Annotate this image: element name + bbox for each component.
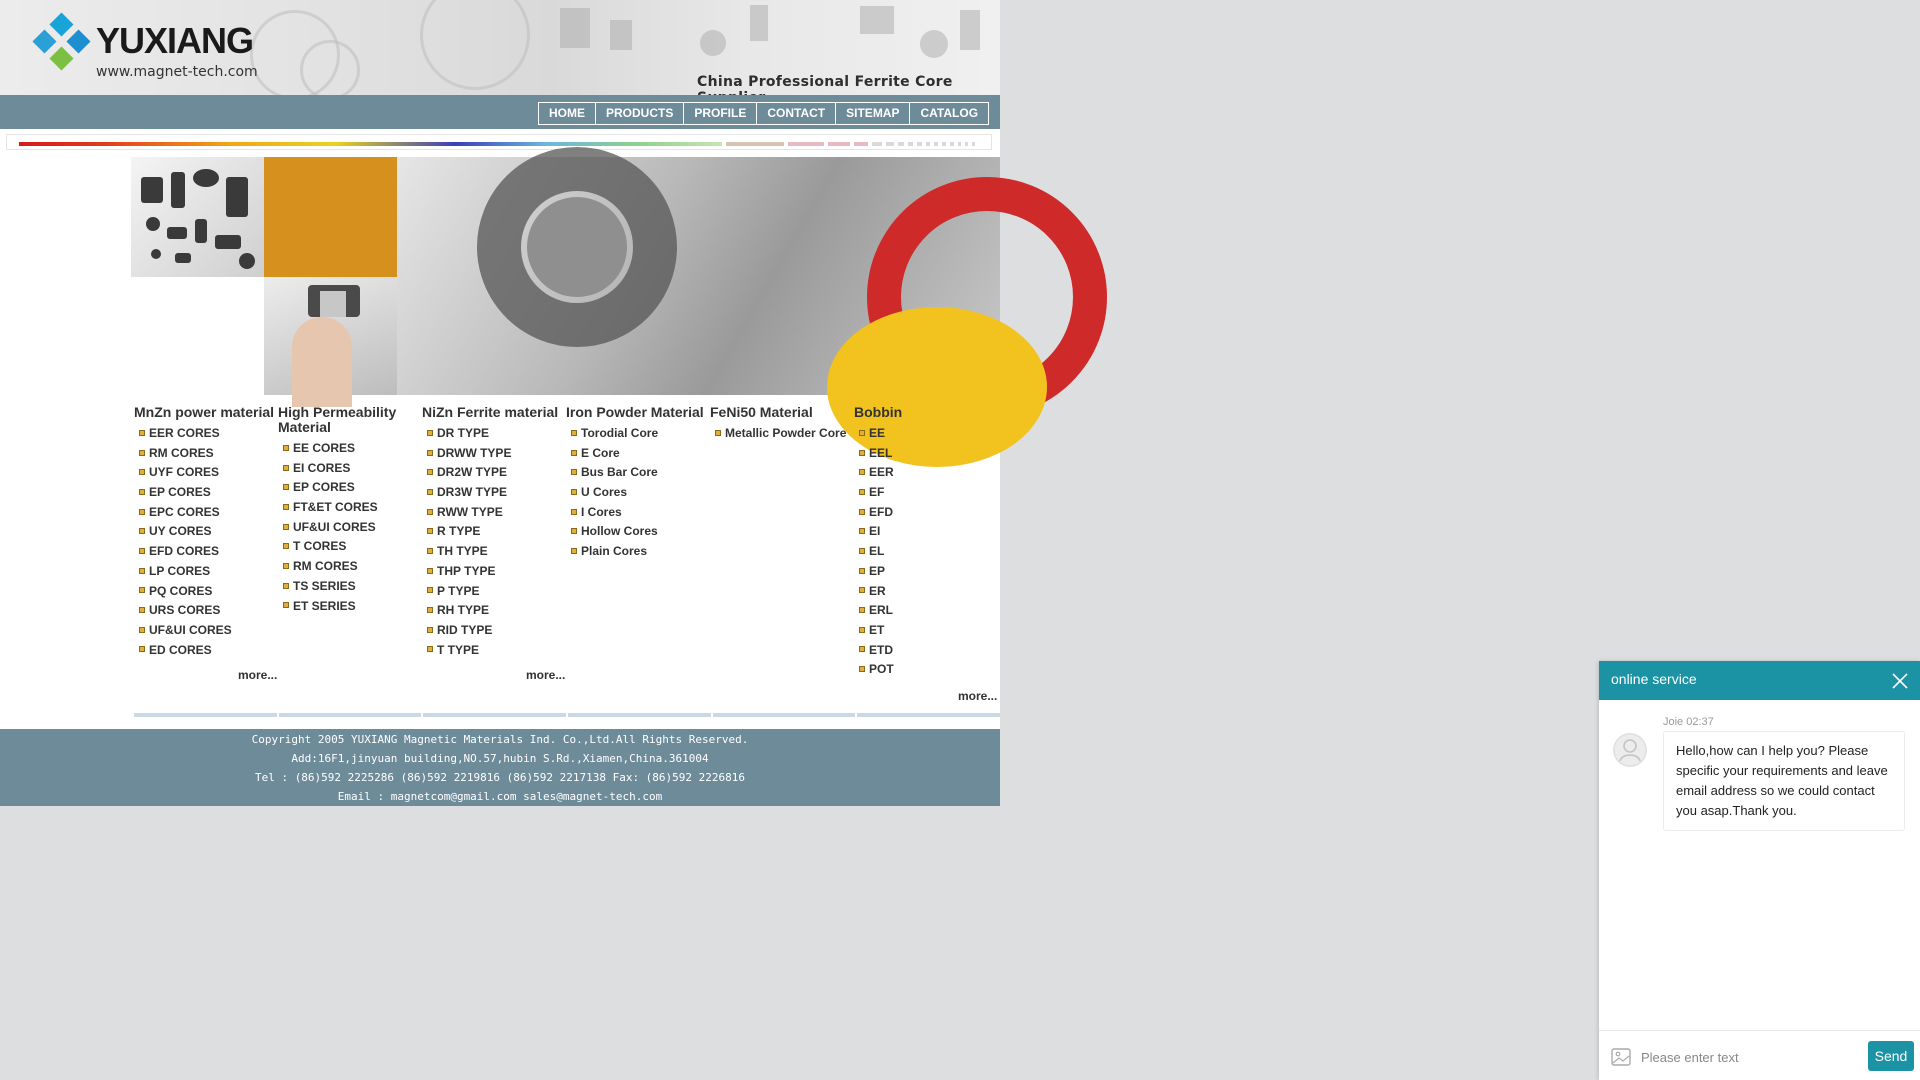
- list-item[interactable]: Torodial Core: [571, 424, 710, 444]
- chat-message: Hello,how can I help you? Please specific your requirements and leave email address so we could contact you asap.Thank you.: [1663, 731, 1905, 831]
- list-item[interactable]: EF: [859, 483, 998, 503]
- bullet-icon: [859, 568, 865, 574]
- category-list: [278, 439, 422, 616]
- header-decoration: [420, 0, 530, 90]
- category-iron-powder: [566, 405, 710, 562]
- bullet-icon: [859, 627, 865, 633]
- section-divider: [134, 713, 1000, 717]
- list-item[interactable]: Hollow Cores: [571, 522, 710, 542]
- category-list: [710, 424, 854, 444]
- bullet-icon: [283, 583, 289, 589]
- bullet-icon: [139, 528, 145, 534]
- bullet-icon: [859, 548, 865, 554]
- list-item[interactable]: EI CORES: [283, 459, 422, 479]
- header-decoration: [750, 5, 768, 41]
- list-item[interactable]: UF&UI CORES: [283, 518, 422, 538]
- decorative-strip: [6, 134, 992, 150]
- nav-profile[interactable]: PROFILE: [683, 103, 756, 124]
- image-upload-icon[interactable]: [1611, 1048, 1631, 1066]
- bullet-icon: [427, 587, 433, 593]
- more-link-nizn[interactable]: more...: [526, 668, 566, 682]
- category-list: [566, 424, 710, 562]
- chat-header: [1599, 661, 1920, 700]
- bullet-icon: [859, 666, 865, 672]
- list-item[interactable]: ETD: [859, 641, 998, 661]
- list-item[interactable]: ER: [859, 582, 998, 602]
- category-list: [422, 424, 566, 660]
- list-item[interactable]: EER CORES: [139, 424, 278, 444]
- list-item[interactable]: I Cores: [571, 503, 710, 523]
- footer-phone: Tel : (86)592 2225286 (86)592 2219816 (86)592 2217138 Fax: (86)592 2226816: [254, 771, 746, 784]
- list-item[interactable]: DR3W TYPE: [427, 483, 566, 503]
- bullet-icon: [427, 528, 433, 534]
- bullet-icon: [715, 430, 721, 436]
- list-item[interactable]: EI: [859, 522, 998, 542]
- list-item[interactable]: RWW TYPE: [427, 503, 566, 523]
- list-item[interactable]: EL: [859, 542, 998, 562]
- header-decoration: [300, 40, 360, 100]
- bullet-icon: [283, 524, 289, 530]
- bullet-icon: [283, 543, 289, 549]
- bullet-icon: [139, 548, 145, 554]
- nav-products[interactable]: PRODUCTS: [595, 103, 683, 124]
- list-item[interactable]: Plain Cores: [571, 542, 710, 562]
- bullet-icon: [139, 568, 145, 574]
- nav-contact[interactable]: CONTACT: [756, 103, 835, 124]
- list-item[interactable]: EE: [859, 424, 998, 444]
- logo-text[interactable]: YUXIANG: [96, 20, 254, 61]
- bullet-icon: [859, 607, 865, 613]
- header-decoration: [960, 10, 980, 50]
- list-item[interactable]: TS SERIES: [283, 577, 422, 597]
- category-nizn: [422, 405, 566, 660]
- bullet-icon: [859, 646, 865, 652]
- list-item[interactable]: LP CORES: [139, 562, 278, 582]
- list-item[interactable]: RH TYPE: [427, 601, 566, 621]
- list-item[interactable]: T TYPE: [427, 641, 566, 661]
- page: [0, 0, 1000, 806]
- bullet-icon: [859, 509, 865, 515]
- bullet-icon: [859, 469, 865, 475]
- bullet-icon: [859, 430, 865, 436]
- bullet-icon: [139, 469, 145, 475]
- list-item[interactable]: DR TYPE: [427, 424, 566, 444]
- list-item[interactable]: ED CORES: [139, 641, 278, 661]
- list-item[interactable]: FT&ET CORES: [283, 498, 422, 518]
- nav-bar: [0, 95, 1000, 129]
- category-title[interactable]: Iron Powder Material: [566, 404, 704, 420]
- close-icon[interactable]: [1890, 671, 1910, 691]
- list-item[interactable]: EER: [859, 463, 998, 483]
- hero-banner: [0, 157, 1000, 395]
- category-list: [854, 424, 998, 680]
- banner-image-cores: [131, 157, 264, 277]
- header-decoration: [560, 8, 590, 48]
- chat-input[interactable]: [1641, 1041, 1861, 1073]
- category-high-permeability: [278, 405, 422, 616]
- list-item[interactable]: EP CORES: [139, 483, 278, 503]
- list-item[interactable]: RM CORES: [283, 557, 422, 577]
- bullet-icon: [427, 489, 433, 495]
- chat-message-meta: Joie 02:37: [1663, 716, 1714, 728]
- chat-widget: [1599, 661, 1920, 1080]
- product-categories: [134, 405, 1000, 705]
- category-feni50: [710, 405, 854, 444]
- header-decoration: [700, 30, 726, 56]
- bullet-icon: [859, 489, 865, 495]
- bullet-icon: [859, 450, 865, 456]
- bullet-icon: [283, 602, 289, 608]
- list-item[interactable]: Bus Bar Core: [571, 463, 710, 483]
- category-title[interactable]: FeNi50 Material: [710, 404, 813, 420]
- bullet-icon: [571, 528, 577, 534]
- list-item[interactable]: UY CORES: [139, 522, 278, 542]
- category-title[interactable]: Bobbin: [854, 404, 903, 420]
- list-item[interactable]: Metallic Powder Core: [715, 424, 854, 444]
- category-bobbin: [854, 405, 998, 680]
- logo-url: www.magnet-tech.com: [96, 64, 258, 80]
- bullet-icon: [427, 568, 433, 574]
- chat-title: online service: [1611, 671, 1697, 687]
- list-item[interactable]: PQ CORES: [139, 582, 278, 602]
- bullet-icon: [139, 587, 145, 593]
- nav-sitemap[interactable]: SITEMAP: [835, 103, 909, 124]
- list-item[interactable]: ET SERIES: [283, 597, 422, 617]
- list-item[interactable]: R TYPE: [427, 522, 566, 542]
- list-item[interactable]: UYF CORES: [139, 463, 278, 483]
- bullet-icon: [571, 430, 577, 436]
- list-item[interactable]: URS CORES: [139, 601, 278, 621]
- bullet-icon: [139, 646, 145, 652]
- bullet-icon: [139, 627, 145, 633]
- banner-image-toroid: [397, 157, 1000, 395]
- banner-orange-panel: [264, 157, 397, 277]
- more-link-mnzn[interactable]: more...: [238, 668, 278, 682]
- bullet-icon: [427, 450, 433, 456]
- send-button[interactable]: Send: [1868, 1041, 1914, 1071]
- tagline: China Professional Ferrite Core: [697, 74, 953, 90]
- list-item[interactable]: THP TYPE: [427, 562, 566, 582]
- bullet-icon: [283, 445, 289, 451]
- header-decoration: [860, 6, 894, 34]
- list-item[interactable]: DR2W TYPE: [427, 463, 566, 483]
- list-item[interactable]: EE CORES: [283, 439, 422, 459]
- footer-copyright: Copyright 2005 YUXIANG Magnetic Materials Ind. Co.,Ltd.All Rights Reserved.: [251, 733, 749, 746]
- avatar-icon: [1613, 733, 1647, 767]
- list-item[interactable]: RID TYPE: [427, 621, 566, 641]
- category-mnzn: [134, 405, 278, 660]
- bullet-icon: [283, 504, 289, 510]
- list-item[interactable]: EP: [859, 562, 998, 582]
- list-item[interactable]: DRWW TYPE: [427, 444, 566, 464]
- list-item[interactable]: ET: [859, 621, 998, 641]
- list-item[interactable]: EEL: [859, 444, 998, 464]
- bullet-icon: [571, 548, 577, 554]
- bullet-icon: [571, 450, 577, 456]
- bullet-icon: [427, 430, 433, 436]
- more-link-bobbin[interactable]: more...: [958, 689, 998, 703]
- rainbow-bar: [19, 142, 722, 146]
- list-item[interactable]: EP CORES: [283, 478, 422, 498]
- list-item[interactable]: POT: [859, 660, 998, 680]
- site-footer: [0, 729, 1000, 806]
- footer-email[interactable]: Email : magnetcom@gmail.com sales@magnet-tech.com: [337, 790, 663, 803]
- category-title[interactable]: NiZn Ferrite material: [422, 404, 559, 420]
- list-item[interactable]: EPC CORES: [139, 503, 278, 523]
- list-item[interactable]: UF&UI CORES: [139, 621, 278, 641]
- category-title[interactable]: MnZn power material: [134, 404, 275, 420]
- bullet-icon: [139, 430, 145, 436]
- list-item[interactable]: RM CORES: [139, 444, 278, 464]
- bullet-icon: [139, 509, 145, 515]
- banner-image-fingers: [264, 277, 397, 395]
- list-item[interactable]: EFD: [859, 503, 998, 523]
- site-header: [0, 0, 1000, 95]
- bullet-icon: [859, 528, 865, 534]
- list-item[interactable]: P TYPE: [427, 582, 566, 602]
- main-nav: [538, 102, 989, 125]
- list-item[interactable]: ERL: [859, 601, 998, 621]
- bullet-icon: [427, 607, 433, 613]
- bullet-icon: [139, 607, 145, 613]
- category-title[interactable]: High Permeability Material: [278, 404, 397, 435]
- header-decoration: [920, 30, 948, 58]
- bullet-icon: [571, 509, 577, 515]
- logo-mark-icon[interactable]: [36, 16, 88, 68]
- list-item[interactable]: U Cores: [571, 483, 710, 503]
- list-item[interactable]: TH TYPE: [427, 542, 566, 562]
- bullet-icon: [283, 484, 289, 490]
- nav-catalog[interactable]: CATALOG: [909, 103, 988, 124]
- bullet-icon: [571, 489, 577, 495]
- nav-home[interactable]: HOME: [549, 106, 585, 120]
- bullet-icon: [427, 646, 433, 652]
- list-item[interactable]: E Core: [571, 444, 710, 464]
- bullet-icon: [427, 627, 433, 633]
- header-decoration: [610, 20, 632, 50]
- bullet-icon: [283, 465, 289, 471]
- bullet-icon: [139, 489, 145, 495]
- chat-composer: [1599, 1030, 1920, 1080]
- list-item[interactable]: T CORES: [283, 537, 422, 557]
- bullet-icon: [427, 469, 433, 475]
- bullet-icon: [427, 548, 433, 554]
- bullet-icon: [427, 509, 433, 515]
- bullet-icon: [139, 450, 145, 456]
- category-list: [134, 424, 278, 660]
- bullet-icon: [283, 563, 289, 569]
- bullet-icon: [571, 469, 577, 475]
- footer-address: Add:16F1,jinyuan building,NO.57,hubin S.Rd.,Xiamen,China.361004: [291, 752, 709, 765]
- bullet-icon: [859, 587, 865, 593]
- list-item[interactable]: EFD CORES: [139, 542, 278, 562]
